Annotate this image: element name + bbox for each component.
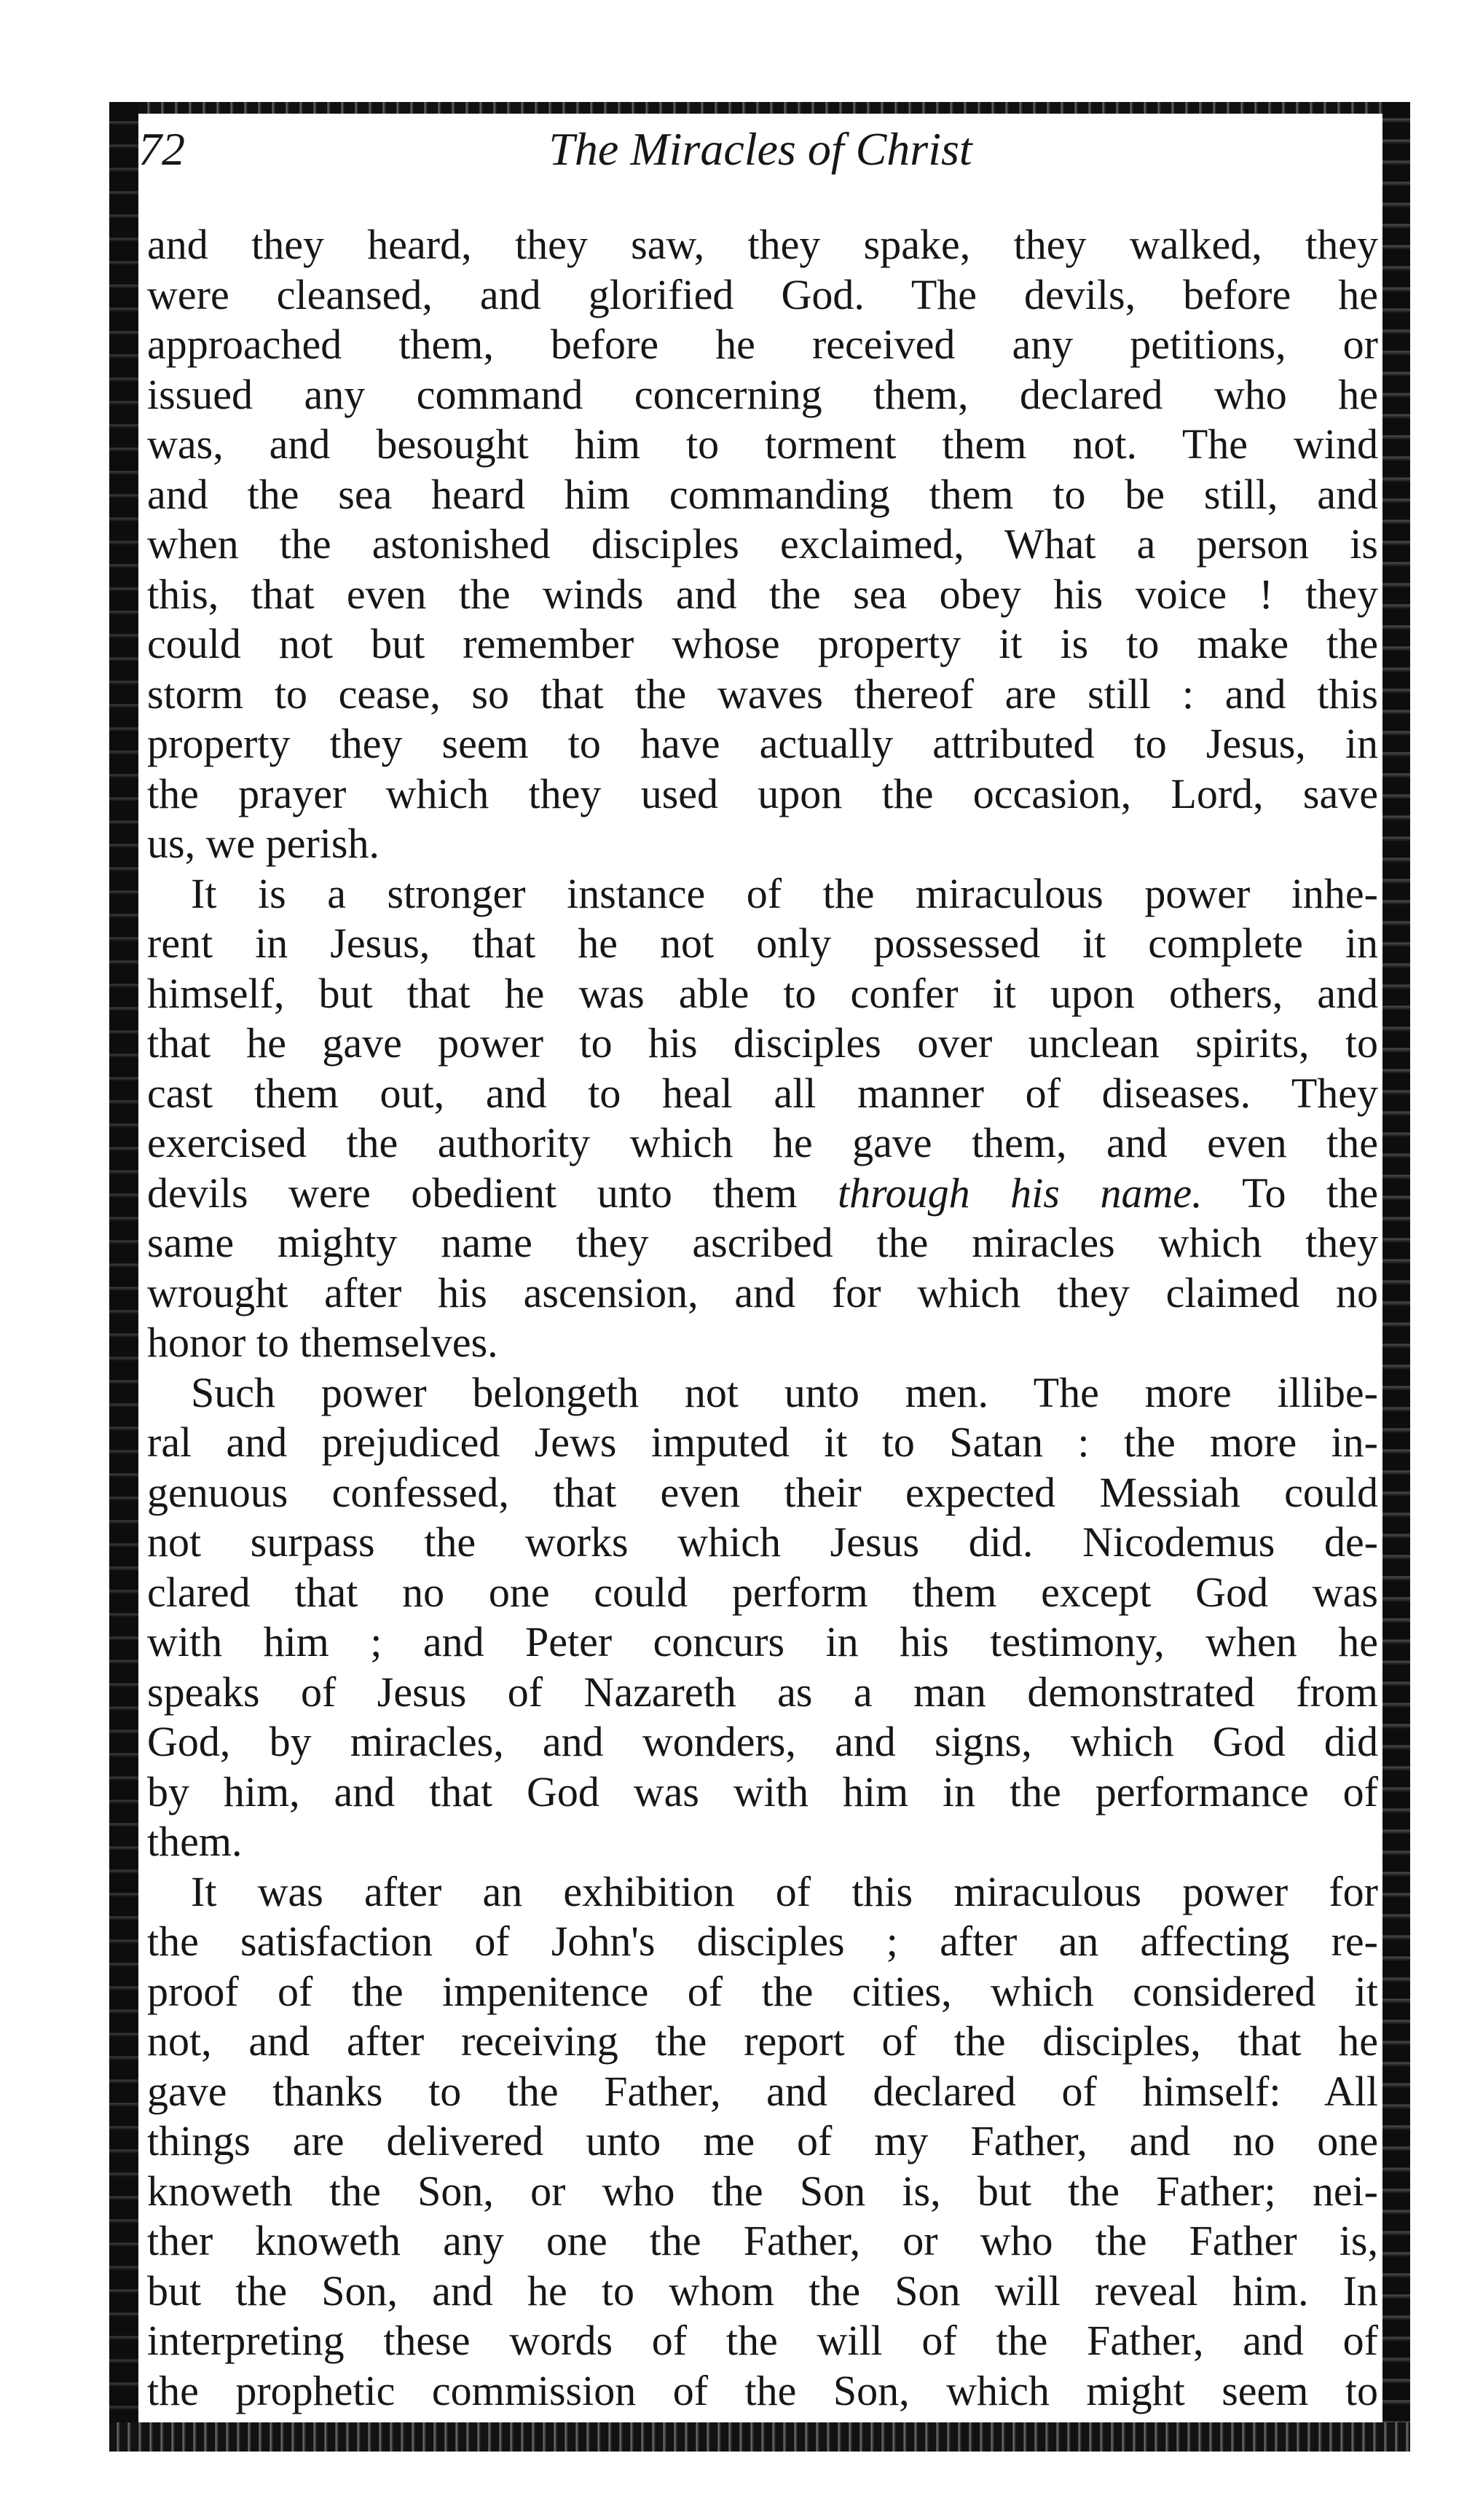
- page-number: 72: [138, 123, 185, 175]
- text-line: knoweth the Son, or who the Son is, but the Father; nei-: [147, 2167, 1378, 2215]
- text-line: God, by miracles, and wonders, and signs, which God did: [147, 1718, 1378, 1765]
- body-text: [138, 220, 1382, 2416]
- text-line: clared that no one could perform them except God was: [147, 1568, 1378, 1616]
- page-border-right: [1382, 102, 1410, 2452]
- text-line: interpreting these words of the will of the Father, and of: [147, 2317, 1378, 2364]
- text-line: us, we perish.: [147, 820, 379, 867]
- text-line-with-emphasis: [147, 1169, 1378, 1219]
- text-line: honor to themselves.: [147, 1319, 498, 1366]
- text-line: same mighty name they ascribed the miracles which they: [147, 1219, 1378, 1266]
- running-head: [138, 118, 1382, 181]
- italic-phrase: through his name.: [838, 1169, 1203, 1217]
- text-line: things are delivered unto me of my Father, and no one: [147, 2117, 1378, 2164]
- page-border-top: [109, 102, 1410, 114]
- text-line: by him, and that God was with him in the performance of: [147, 1767, 1378, 1816]
- text-line: It is a stronger instance of the miraculous power inhe-: [191, 869, 1378, 917]
- text-line: were cleansed, and glorified God. The devils, before he: [147, 270, 1378, 318]
- text-segment: devils were obedient unto them: [147, 1169, 838, 1217]
- text-line: but the Son, and he to whom the Son will reveal him. In: [147, 2266, 1378, 2315]
- text-line: wrought after his ascension, and for which they claimed no: [147, 1268, 1378, 1316]
- text-line: Such power belongeth not unto men. The more illibe-: [191, 1368, 1378, 1416]
- text-line: exercised the authority which he gave them, and even the: [147, 1119, 1378, 1166]
- text-line: the prophetic commission of the Son, which might seem to: [147, 2366, 1378, 2414]
- text-line: storm to cease, so that the waves thereof are still : and this: [147, 670, 1378, 718]
- text-line: them.: [147, 1818, 243, 1865]
- text-line: that he gave power to his disciples over unclean spirits, to: [147, 1019, 1378, 1067]
- text-line: was, and besought him to torment them not. The wind: [147, 420, 1378, 468]
- text-line: ral and prejudiced Jews imputed it to Satan : the more in-: [147, 1418, 1378, 1466]
- text-line: cast them out, and to heal all manner of diseases. They: [147, 1069, 1378, 1117]
- text-line: property they seem to have actually attributed to Jesus, in: [147, 720, 1378, 767]
- text-line: the satisfaction of John's disciples ; after an affecting re-: [147, 1918, 1378, 1965]
- running-title: The Miracles of Christ: [548, 123, 972, 175]
- page-border-bottom: [109, 2422, 1410, 2452]
- text-line: genuous confessed, that even their expected Messiah could: [147, 1468, 1378, 1516]
- text-line: proof of the impenitence of the cities, which considered it: [147, 1967, 1378, 2015]
- text-line: rent in Jesus, that he not only possessed it complete in: [147, 919, 1378, 967]
- text-line: issued any command concerning them, declared who he: [147, 370, 1378, 418]
- text-line: this, that even the winds and the sea obey his voice ! they: [147, 570, 1378, 618]
- text-line: gave thanks to the Father, and declared of himself: All: [147, 2067, 1378, 2115]
- text-segment: To the: [1202, 1169, 1378, 1217]
- text-line: It was after an exhibition of this miraculous power for: [191, 1867, 1378, 1915]
- text-line: himself, but that he was able to confer it upon others, and: [147, 969, 1378, 1017]
- text-line: when the astonished disciples exclaimed, What a person is: [147, 520, 1378, 568]
- text-line: could not but remember whose property it is to make the: [147, 620, 1378, 667]
- text-line: not surpass the works which Jesus did. Nicodemus de-: [147, 1518, 1378, 1566]
- text-line: approached them, before he received any petitions, or: [147, 321, 1378, 368]
- page-frame: [109, 102, 1410, 2452]
- page-border-left: [109, 102, 138, 2452]
- text-line: and they heard, they saw, they spake, they walked, they: [147, 221, 1378, 268]
- text-line: not, and after receiving the report of the disciples, that he: [147, 2017, 1378, 2065]
- text-line: with him ; and Peter concurs in his testimony, when he: [147, 1618, 1378, 1665]
- text-line: ther knoweth any one the Father, or who the Father is,: [147, 2217, 1378, 2264]
- text-line: speaks of Jesus of Nazareth as a man demonstrated from: [147, 1668, 1378, 1716]
- text-line: and the sea heard him commanding them to be still, and: [147, 470, 1378, 518]
- text-line: the prayer which they used upon the occasion, Lord, save: [147, 769, 1378, 817]
